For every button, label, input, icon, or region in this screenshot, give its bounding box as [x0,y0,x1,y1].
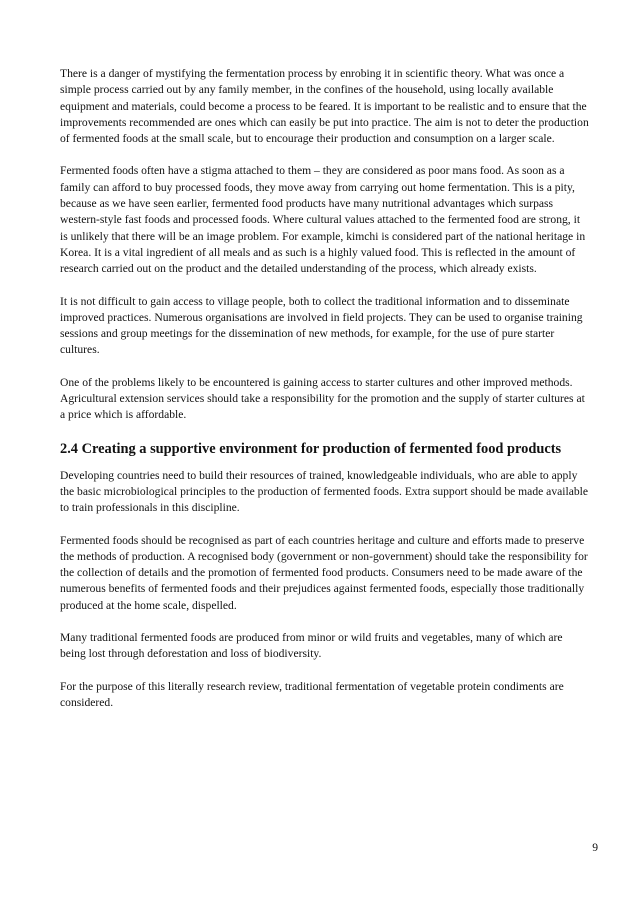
paragraph-heritage: Fermented foods should be recognised as part of each countries heritage and culture and efforts made to preserve the methods of production. A recognised body (government or non-government) should take the responsibility for the collection of details and the promotion of fermented food products. Consumers need to be made aware of the numerous benefits of fermented foods and their prejudices against fermented foods, especially those traditionally produced at the home scale, dispelled. [60,533,588,612]
paragraph-wild-fruits: Many traditional fermented foods are produced from minor or wild fruits and vegetables, many of which are being lost through deforestation and loss of biodiversity. [60,631,563,661]
paragraph-stigma: Fermented foods often have a stigma attached to them – they are considered as poor mans food. As soon as a family can afford to buy processed foods, they move away from carrying out home fermentation. This is a pity, because as we have seen earlier, fermented food products have many nutritional advantages which surpass western-style fast foods and processed foods. Where cultural values attached to the fermented food are strong, it is unlikely that there will be an image problem. For example, kimchi is considered part of the national heritage in Korea. It is a vital ingredient of all meals and as such is a highly valued food. This is reflected in the amount of research carried out on the product and the detailed understanding of the process, which already exists. [60,164,586,276]
paragraph-mystifying-fermentation: There is a danger of mystifying the fermentation process by enrobing it in scientific theory. What was once a simple process carried out by any family member, in the confines of the household, using locally available equipment and materials, could become a process to be feared. It is important to be realistic and to ensure that the improvements recommended are ones which can easily be put into practice. The aim is not to deter the production of fermented foods at the small scale, but to encourage their production and consumption on a larger scale. [60,67,589,146]
section-heading: 2.4 Creating a supportive environment for production of fermented food products [60,440,562,457]
paragraph-research-review: For the purpose of this literally research review, traditional fermentation of vegetable protein condiments are considered. [60,679,564,709]
page-number: 9 [592,841,598,854]
paragraph-village-access: It is not difficult to gain access to village people, both to collect the traditional information and to disseminate improved practices. Numerous organisations are involved in field projects. They can be used to organise training sessions and group meetings for the dissemination of new methods, for example, for the use of pure starter cultures. [60,294,583,357]
paragraph-starter-cultures: One of the problems likely to be encountered is gaining access to starter cultures and other improved methods. Agricultural extension services should take a responsibility for the promotion and the supply of starter cultures at a price which is affordable. [60,375,585,422]
document-page [60,66,590,727]
paragraph-developing-countries: Developing countries need to build their resources of trained, knowledgeable individuals, who are able to apply the basic microbiological principles to the production of fermented foods. Extra support should be made available to train professionals in this discipline. [60,468,589,515]
